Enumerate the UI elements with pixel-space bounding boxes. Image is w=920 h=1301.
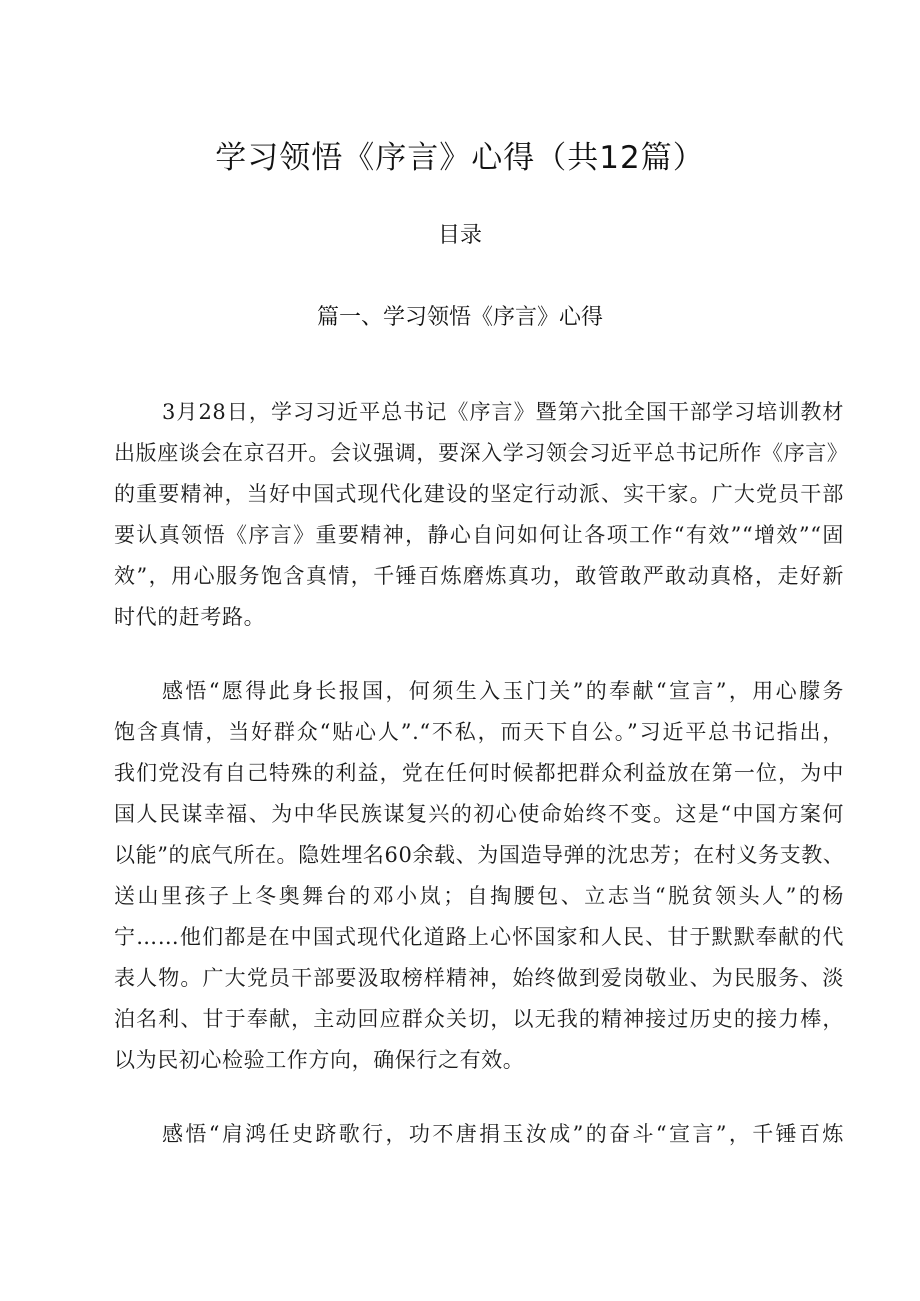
paragraph-line: 宁……他们都是在中国式现代化道路上心怀国家和人民、甘于默默奉献的代	[114, 925, 844, 949]
paragraph-line: 以能”的底气所在。隐姓埋名60余载、为国造导弹的沈忠芳；在村义务支教、	[114, 843, 845, 867]
paragraph-line: 效”，用心服务饱含真情，千锤百炼磨炼真功，敢管敢严敢动真格，走好新	[114, 564, 844, 588]
paragraph-line: 表人物。广大党员干部要汲取榜样精神，始终做到爱岗敬业、为民服务、淡	[114, 966, 844, 990]
paragraph-line: 3月28日，学习习近平总书记《序言》暨第六批全国干部学习培训教材	[162, 400, 844, 424]
paragraph-line: 送山里孩子上冬奥舞台的邓小岚；自掏腰包、立志当“脱贫领头人”的杨	[114, 884, 844, 908]
paragraph-line: 饱含真情，当好群众“贴心人”.“不私，而天下自公。”习近平总书记指出，	[114, 720, 844, 744]
paragraph-line: 出版座谈会在京召开。会议强调，要深入学习领会习近平总书记所作《序言》	[114, 441, 849, 465]
section-heading: 篇一、学习领悟《序言》心得	[316, 305, 603, 330]
document-title: 学习领悟《序言》心得（共12篇）	[215, 140, 705, 176]
paragraph-line: 感悟“愿得此身长报国，何须生入玉门关”的奉献“宣言”，用心朦务	[162, 679, 844, 703]
toc-heading: 目录	[437, 223, 482, 248]
paragraph-line: 感悟“肩鸿任史跻歌行，功不唐捐玉汝成”的奋斗“宣言”，千锤百炼	[162, 1122, 844, 1146]
paragraph-line: 我们党没有自己特殊的利益，党在任何时候都把群众利益放在第一位，为中	[114, 761, 844, 785]
paragraph-line: 国人民谋幸福、为中华民族谋复兴的初心使命始终不变。这是“中国方案何	[114, 802, 844, 826]
paragraph-line: 的重要精神，当好中国式现代化建设的坚定行动派、实干家。广大党员干部	[114, 482, 844, 506]
paragraph-line: 泊名利、甘于奉献，主动回应群众关切，以无我的精神接过历史的接力棒，	[114, 1007, 844, 1031]
paragraph-line: 时代的赶考路。	[114, 605, 266, 629]
paragraph-line: 以为民初心检验工作方向，确保行之有效。	[114, 1048, 525, 1072]
paragraph-line: 要认真领悟《序言》重要精神，静心自问如何让各项工作“有效”“增效”“固	[114, 523, 844, 547]
